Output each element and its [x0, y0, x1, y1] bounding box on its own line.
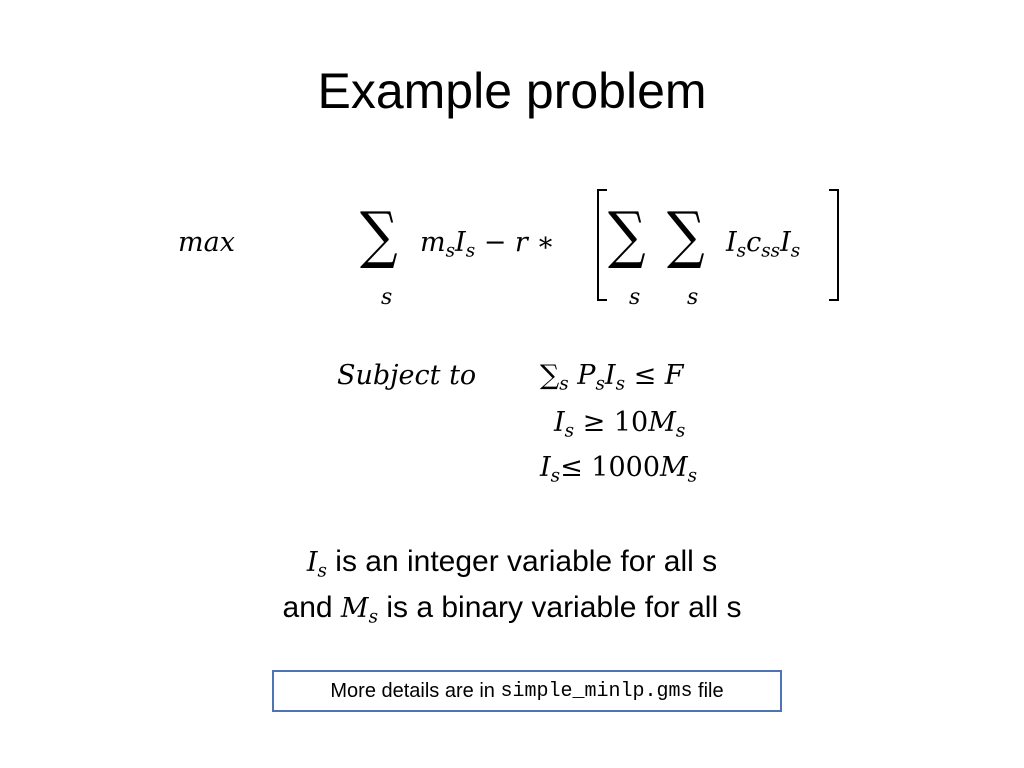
max-label: max: [178, 227, 235, 258]
integer-variable-text: is an integer variable for all s: [326, 545, 718, 578]
objective-second-term: $I_sc_{ss}I_s$: [726, 227, 801, 262]
left-bracket: [597, 189, 607, 301]
binary-variable-text: is a binary variable for all s: [377, 591, 742, 624]
integer-variable-note: [0, 545, 1024, 582]
summation-index-outer: s: [381, 285, 393, 310]
details-box: [272, 670, 782, 712]
summation-symbol-inner-2: ∑: [667, 198, 705, 271]
details-file-name: simple_minlp.gms: [500, 679, 693, 703]
slide-title: Example problem: [317, 63, 707, 119]
constraint-upper-bound: $I_s\le 1000M_s$: [540, 452, 698, 487]
summation-index-inner-1: s: [629, 285, 641, 310]
constraint-lower-bound: $I_s \ge 10M_s$: [554, 407, 686, 442]
details-text-before: More details are in: [330, 679, 501, 702]
integer-variable-symbol: $I_s$: [306, 547, 327, 582]
binary-variable-prefix: and: [282, 591, 341, 624]
subject-to-label: Subject to: [337, 360, 477, 391]
details-text-after: file: [692, 679, 724, 702]
right-bracket: [829, 189, 839, 301]
binary-variable-note: [0, 591, 1024, 628]
summation-symbol-outer: ∑: [360, 198, 398, 271]
summation-symbol-inner-1: ∑: [608, 198, 646, 271]
constraint-budget: $\sum_s$ $P_sI_s \le F$: [540, 360, 684, 395]
objective-first-term: $m_sI_s - r$ ∗: [420, 227, 555, 262]
summation-index-inner-2: s: [687, 285, 699, 310]
binary-variable-symbol: $M_s$: [340, 593, 378, 628]
